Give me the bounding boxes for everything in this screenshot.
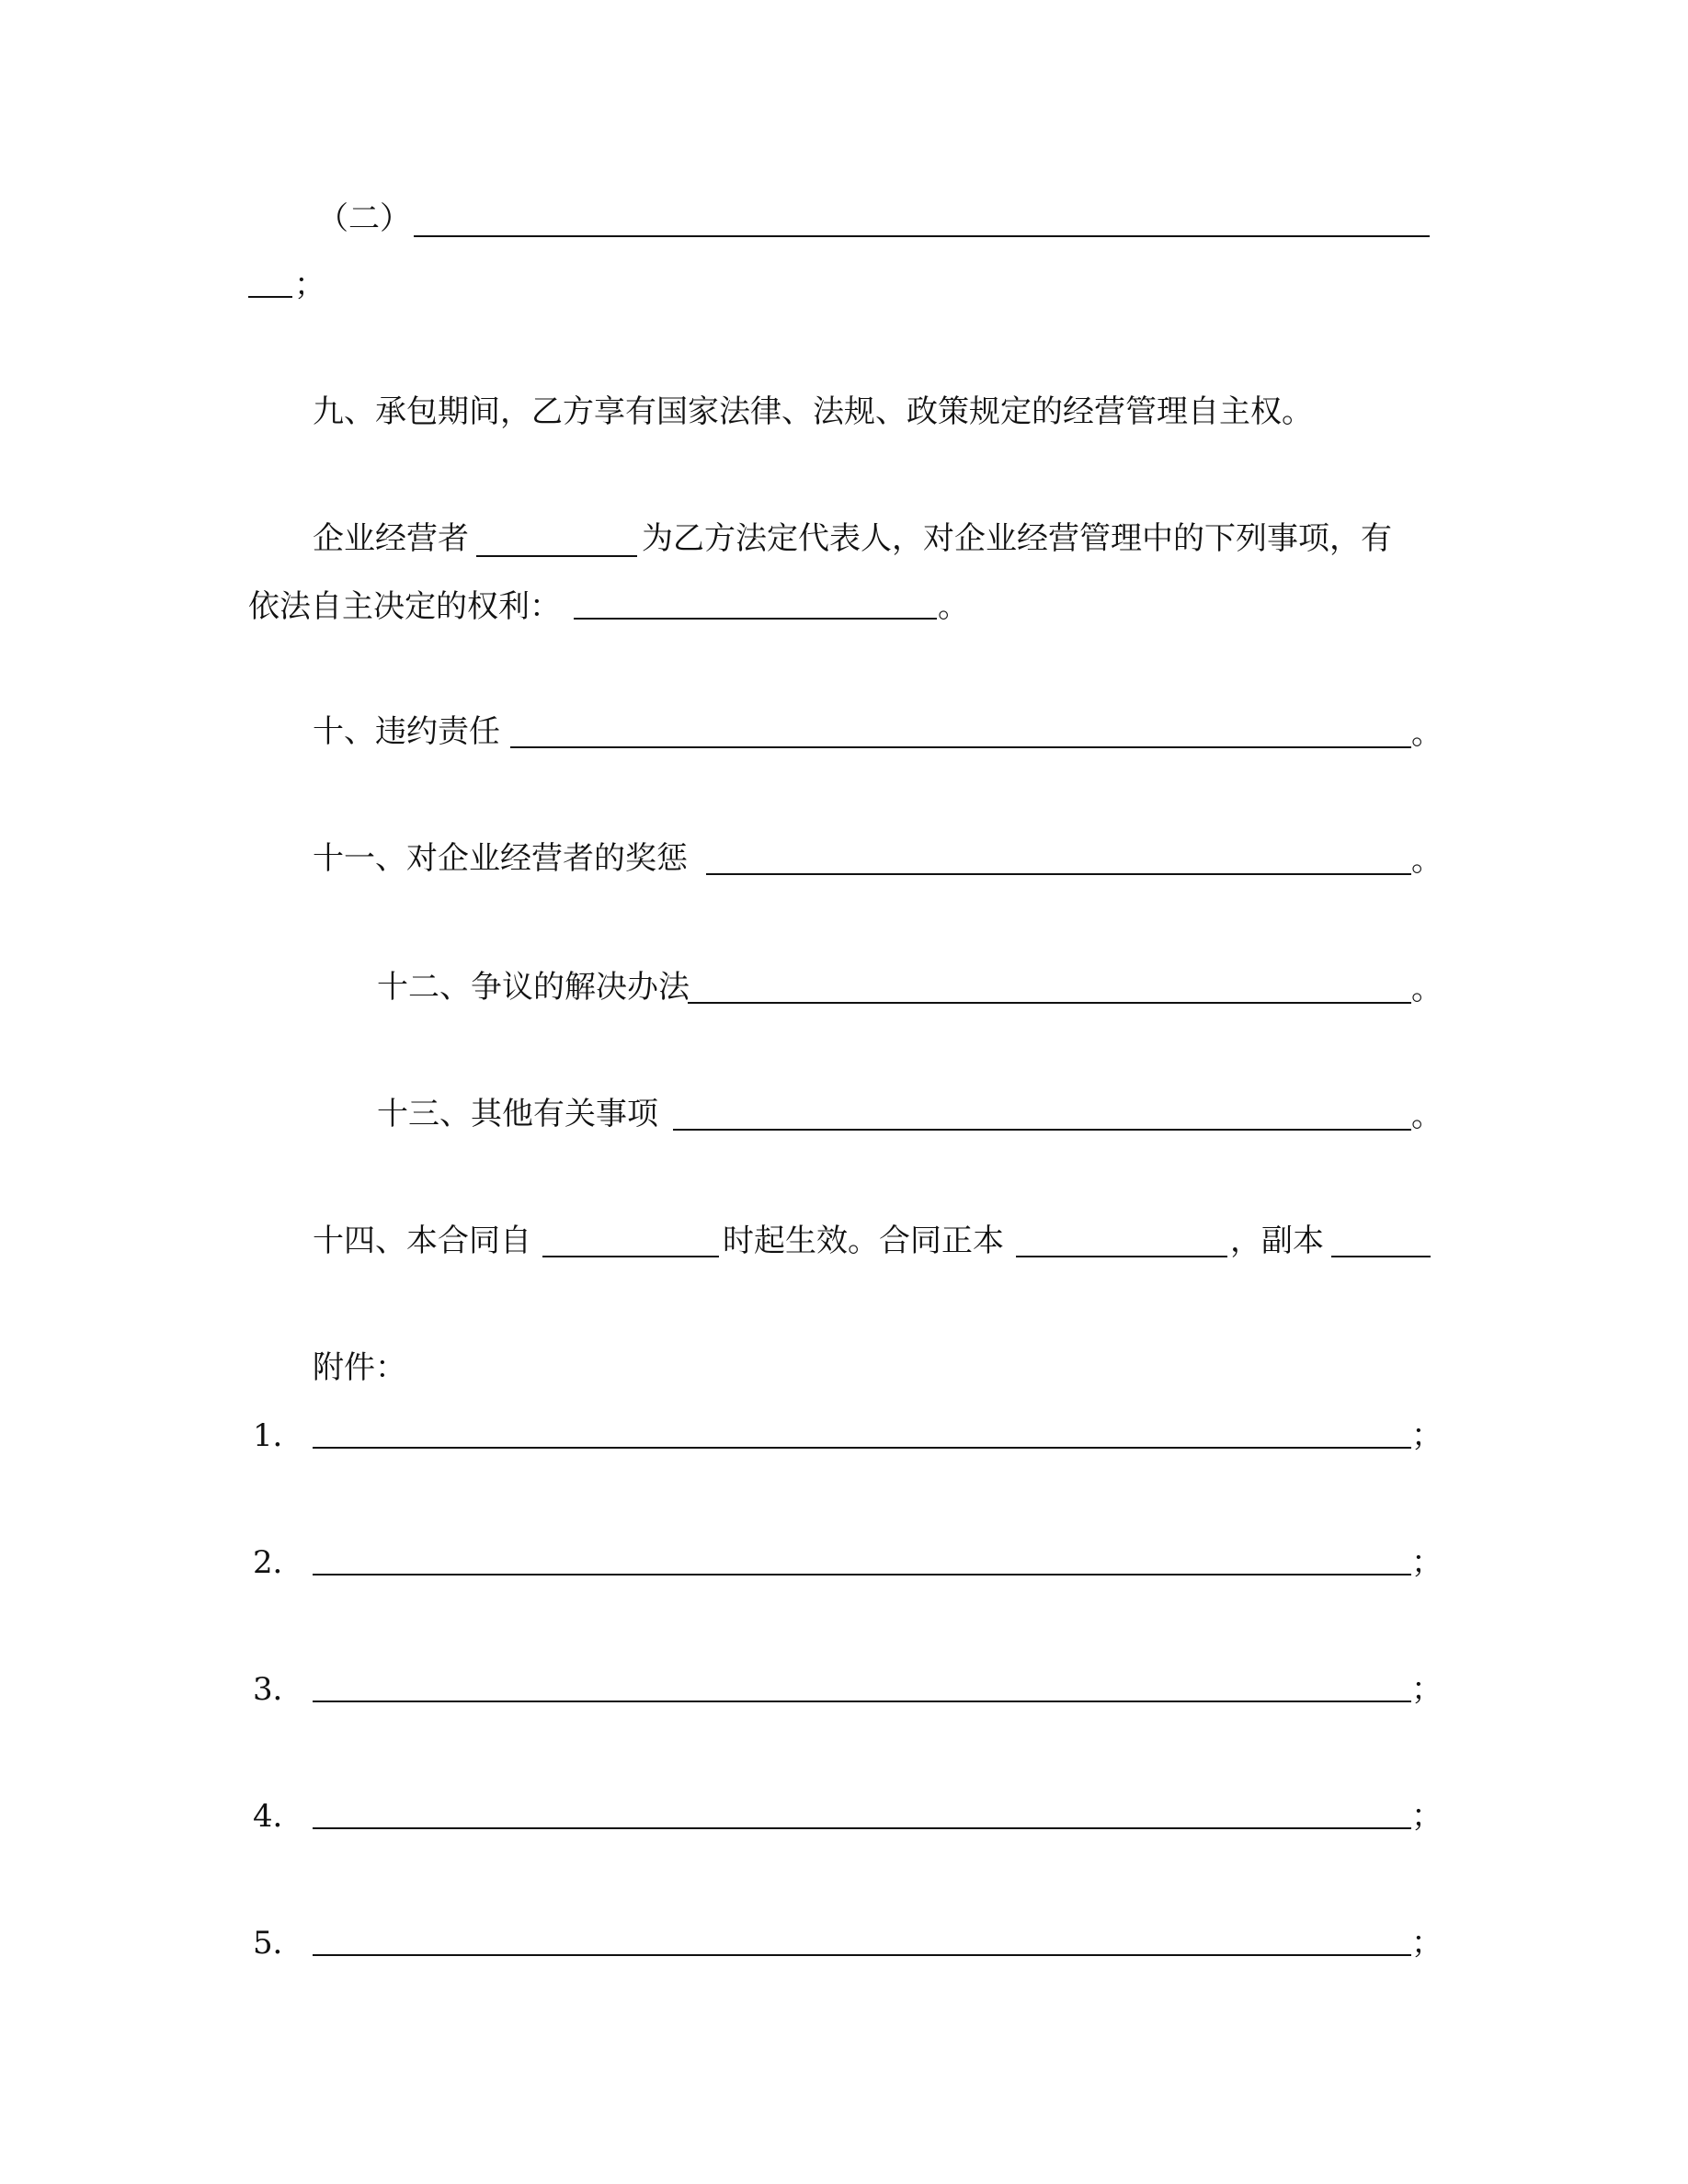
clause-9-rep-end: 。 bbox=[938, 588, 969, 625]
clause-14-c: ，副本 bbox=[1230, 1223, 1324, 1259]
attachment-3-end: ； bbox=[1411, 1671, 1443, 1708]
attachment-4-number: 4． bbox=[253, 1798, 304, 1835]
effective-time-blank[interactable] bbox=[542, 1256, 719, 1257]
clause-10-end: 。 bbox=[1411, 715, 1443, 752]
clause-11-end: 。 bbox=[1411, 842, 1443, 879]
attachment-3-number: 3． bbox=[253, 1671, 304, 1708]
clause-10: 十、违约责任 bbox=[313, 713, 500, 750]
clause-12-end: 。 bbox=[1411, 971, 1443, 1007]
item-2-label: （二） bbox=[317, 200, 411, 237]
duplicate-copies-blank[interactable] bbox=[1331, 1256, 1431, 1257]
attachment-3-blank[interactable] bbox=[313, 1701, 1411, 1702]
clause-11: 十一、对企业经营者的奖惩 bbox=[313, 840, 688, 877]
attachment-5-end: ； bbox=[1411, 1925, 1443, 1962]
clause-14-b: 时起生效。合同正本 bbox=[723, 1223, 1004, 1259]
attachment-1-number: 1． bbox=[253, 1417, 304, 1454]
clause-9: 九、承包期间，乙方享有国家法律、法规、政策规定的经营管理自主权。 bbox=[313, 393, 1313, 430]
clause-9-rep-a: 企业经营者 bbox=[313, 520, 469, 557]
clause-13-end: 。 bbox=[1411, 1098, 1443, 1134]
attachments-label: 附件： bbox=[313, 1349, 406, 1386]
clause-11-blank[interactable] bbox=[706, 873, 1411, 875]
attachment-5-blank[interactable] bbox=[313, 1954, 1411, 1956]
attachment-4-blank[interactable] bbox=[313, 1827, 1411, 1829]
clause-10-blank[interactable] bbox=[510, 746, 1411, 748]
attachment-4-end: ； bbox=[1411, 1798, 1443, 1835]
original-copies-blank[interactable] bbox=[1016, 1256, 1227, 1257]
legal-rep-blank[interactable] bbox=[476, 555, 637, 557]
attachment-2-end: ； bbox=[1411, 1544, 1443, 1581]
item-2-blank-line[interactable] bbox=[414, 235, 1430, 237]
clause-13: 十三、其他有关事项 bbox=[377, 1096, 658, 1132]
attachment-1-end: ； bbox=[1411, 1417, 1443, 1454]
attachment-5-number: 5． bbox=[253, 1925, 304, 1962]
clause-9-rep-b: 为乙方法定代表人，对企业经营管理中的下列事项，有 bbox=[642, 520, 1392, 557]
clause-14-a: 十四、本合同自 bbox=[313, 1223, 531, 1259]
clause-13-blank[interactable] bbox=[673, 1129, 1411, 1131]
item-2-blank-continuation[interactable] bbox=[248, 296, 292, 298]
attachment-2-blank[interactable] bbox=[313, 1574, 1411, 1575]
clause-9-rep-c: 依法自主决定的权利： bbox=[248, 588, 561, 625]
attachment-1-blank[interactable] bbox=[313, 1447, 1411, 1449]
item-2-end: ； bbox=[294, 267, 325, 303]
rights-blank[interactable] bbox=[574, 618, 937, 620]
clause-12-blank[interactable] bbox=[688, 1002, 1411, 1004]
attachment-2-number: 2． bbox=[253, 1544, 304, 1581]
clause-12: 十二、争议的解决办法 bbox=[377, 969, 690, 1006]
